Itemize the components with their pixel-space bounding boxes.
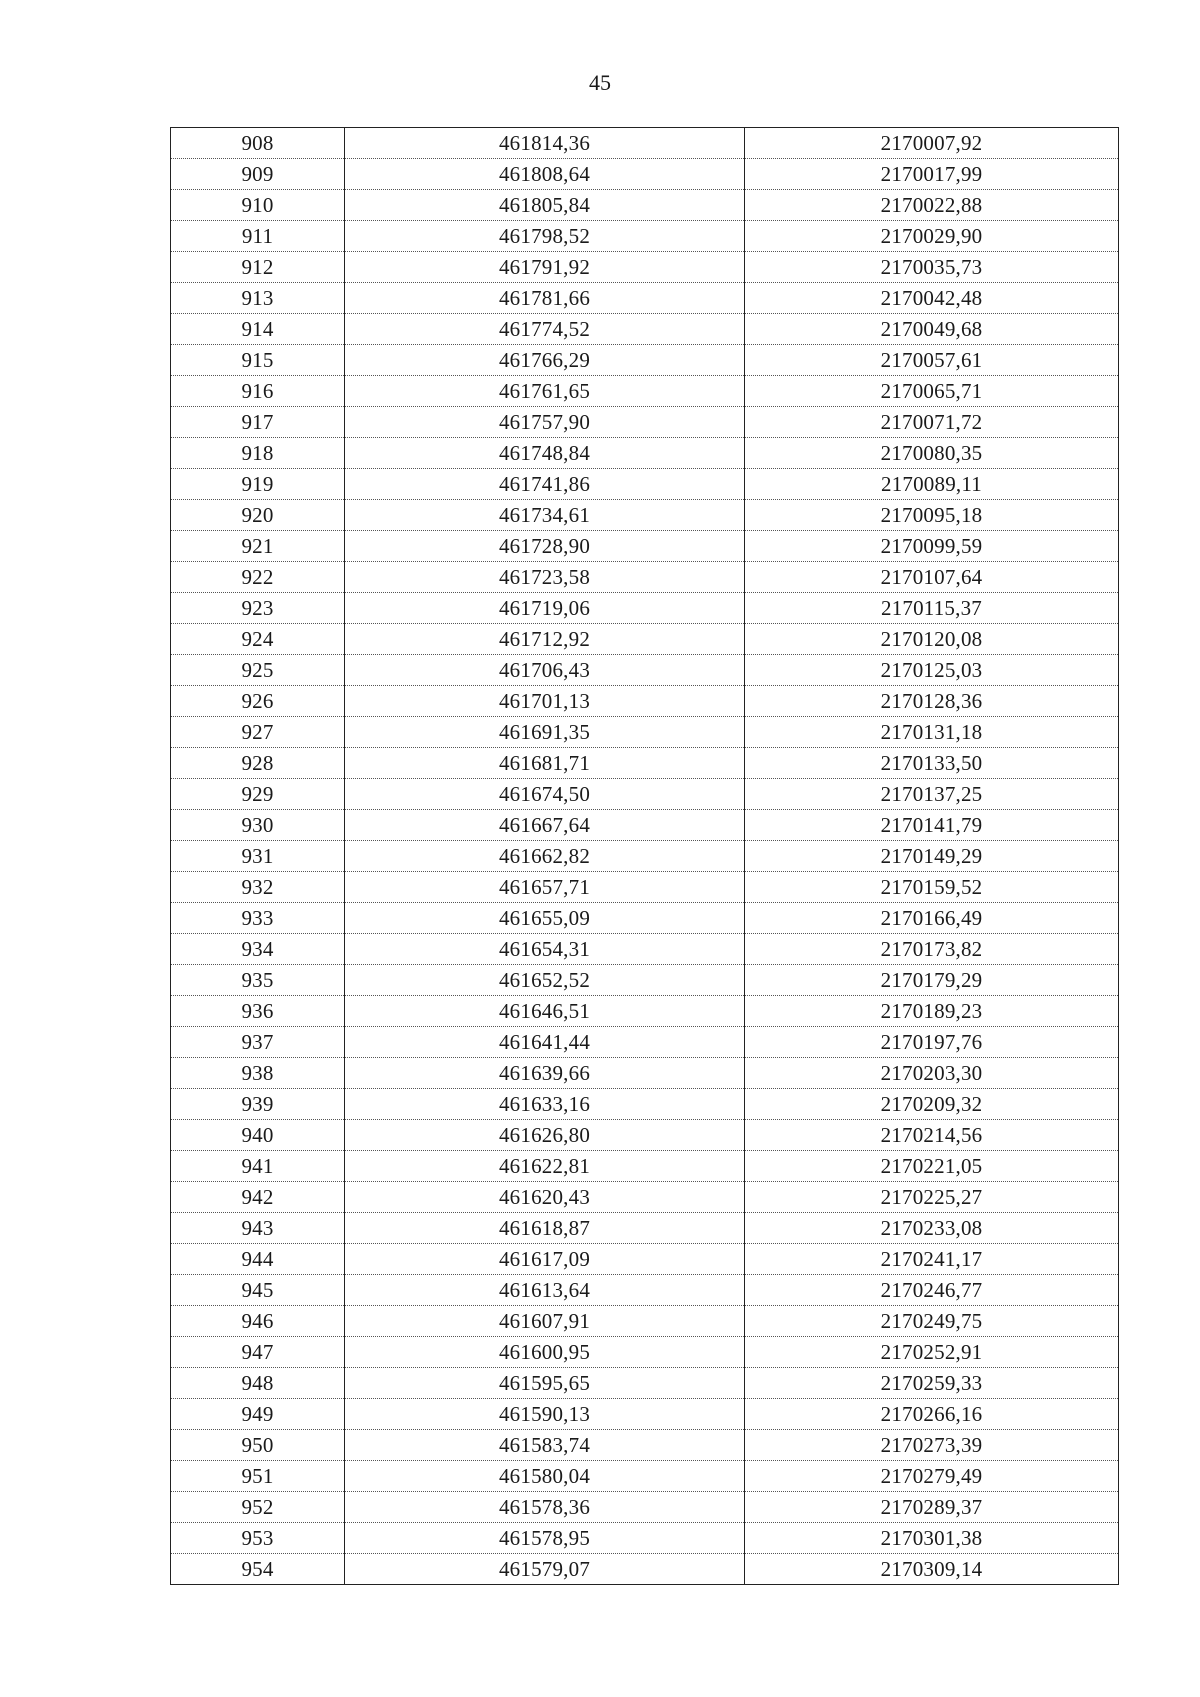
table-row	[171, 655, 1119, 686]
point-number-cell: 943	[171, 1213, 345, 1244]
y-coordinate-cell: 2170149,29	[745, 841, 1119, 872]
point-number-cell: 938	[171, 1058, 345, 1089]
y-coordinate-cell: 2170197,76	[745, 1027, 1119, 1058]
x-coordinate-cell: 461590,13	[345, 1399, 745, 1430]
x-coordinate-cell: 461633,16	[345, 1089, 745, 1120]
x-coordinate-cell: 461662,82	[345, 841, 745, 872]
table-row	[171, 810, 1119, 841]
y-coordinate-cell: 2170301,38	[745, 1523, 1119, 1554]
y-coordinate-cell: 2170107,64	[745, 562, 1119, 593]
y-coordinate-cell: 2170125,03	[745, 655, 1119, 686]
y-coordinate-cell: 2170141,79	[745, 810, 1119, 841]
table-row	[171, 159, 1119, 190]
point-number-cell: 951	[171, 1461, 345, 1492]
x-coordinate-cell: 461655,09	[345, 903, 745, 934]
point-number-cell: 935	[171, 965, 345, 996]
y-coordinate-cell: 2170042,48	[745, 283, 1119, 314]
table-row	[171, 1337, 1119, 1368]
table-row	[171, 1492, 1119, 1523]
y-coordinate-cell: 2170259,33	[745, 1368, 1119, 1399]
y-coordinate-cell: 2170131,18	[745, 717, 1119, 748]
y-coordinate-cell: 2170279,49	[745, 1461, 1119, 1492]
x-coordinate-cell: 461741,86	[345, 469, 745, 500]
table-row	[171, 903, 1119, 934]
y-coordinate-cell: 2170252,91	[745, 1337, 1119, 1368]
point-number-cell: 910	[171, 190, 345, 221]
x-coordinate-cell: 461706,43	[345, 655, 745, 686]
point-number-cell: 946	[171, 1306, 345, 1337]
point-number-cell: 913	[171, 283, 345, 314]
table-row	[171, 748, 1119, 779]
x-coordinate-cell: 461580,04	[345, 1461, 745, 1492]
point-number-cell: 952	[171, 1492, 345, 1523]
point-number-cell: 908	[171, 128, 345, 159]
point-number-cell: 953	[171, 1523, 345, 1554]
y-coordinate-cell: 2170057,61	[745, 345, 1119, 376]
table-row	[171, 1523, 1119, 1554]
point-number-cell: 911	[171, 221, 345, 252]
x-coordinate-cell: 461652,52	[345, 965, 745, 996]
point-number-cell: 933	[171, 903, 345, 934]
table-row	[171, 531, 1119, 562]
point-number-cell: 921	[171, 531, 345, 562]
y-coordinate-cell: 2170133,50	[745, 748, 1119, 779]
x-coordinate-cell: 461626,80	[345, 1120, 745, 1151]
y-coordinate-cell: 2170214,56	[745, 1120, 1119, 1151]
table-row	[171, 1120, 1119, 1151]
x-coordinate-cell: 461734,61	[345, 500, 745, 531]
y-coordinate-cell: 2170128,36	[745, 686, 1119, 717]
y-coordinate-cell: 2170007,92	[745, 128, 1119, 159]
y-coordinate-cell: 2170246,77	[745, 1275, 1119, 1306]
point-number-cell: 922	[171, 562, 345, 593]
y-coordinate-cell: 2170017,99	[745, 159, 1119, 190]
y-coordinate-cell: 2170289,37	[745, 1492, 1119, 1523]
x-coordinate-cell: 461654,31	[345, 934, 745, 965]
y-coordinate-cell: 2170203,30	[745, 1058, 1119, 1089]
x-coordinate-cell: 461691,35	[345, 717, 745, 748]
x-coordinate-cell: 461617,09	[345, 1244, 745, 1275]
y-coordinate-cell: 2170022,88	[745, 190, 1119, 221]
point-number-cell: 923	[171, 593, 345, 624]
x-coordinate-cell: 461723,58	[345, 562, 745, 593]
table-row	[171, 1275, 1119, 1306]
y-coordinate-cell: 2170273,39	[745, 1430, 1119, 1461]
table-row	[171, 1182, 1119, 1213]
y-coordinate-cell: 2170095,18	[745, 500, 1119, 531]
y-coordinate-cell: 2170179,29	[745, 965, 1119, 996]
point-number-cell: 947	[171, 1337, 345, 1368]
point-number-cell: 914	[171, 314, 345, 345]
point-number-cell: 945	[171, 1275, 345, 1306]
table-row	[171, 779, 1119, 810]
x-coordinate-cell: 461613,64	[345, 1275, 745, 1306]
point-number-cell: 916	[171, 376, 345, 407]
y-coordinate-cell: 2170099,59	[745, 531, 1119, 562]
x-coordinate-cell: 461622,81	[345, 1151, 745, 1182]
table-row	[171, 314, 1119, 345]
x-coordinate-cell: 461719,06	[345, 593, 745, 624]
x-coordinate-cell: 461781,66	[345, 283, 745, 314]
point-number-cell: 940	[171, 1120, 345, 1151]
x-coordinate-cell: 461791,92	[345, 252, 745, 283]
y-coordinate-cell: 2170209,32	[745, 1089, 1119, 1120]
x-coordinate-cell: 461657,71	[345, 872, 745, 903]
table-row	[171, 593, 1119, 624]
table-row	[171, 283, 1119, 314]
x-coordinate-cell: 461607,91	[345, 1306, 745, 1337]
point-number-cell: 912	[171, 252, 345, 283]
x-coordinate-cell: 461701,13	[345, 686, 745, 717]
table-row	[171, 1244, 1119, 1275]
x-coordinate-cell: 461681,71	[345, 748, 745, 779]
point-number-cell: 948	[171, 1368, 345, 1399]
x-coordinate-cell: 461595,65	[345, 1368, 745, 1399]
point-number-cell: 917	[171, 407, 345, 438]
x-coordinate-cell: 461639,66	[345, 1058, 745, 1089]
x-coordinate-cell: 461728,90	[345, 531, 745, 562]
x-coordinate-cell: 461583,74	[345, 1430, 745, 1461]
table-row	[171, 1368, 1119, 1399]
page-number: 45	[589, 70, 611, 95]
table-row	[171, 934, 1119, 965]
x-coordinate-cell: 461578,36	[345, 1492, 745, 1523]
point-number-cell: 950	[171, 1430, 345, 1461]
x-coordinate-cell: 461674,50	[345, 779, 745, 810]
y-coordinate-cell: 2170189,23	[745, 996, 1119, 1027]
table-row	[171, 1058, 1119, 1089]
x-coordinate-cell: 461774,52	[345, 314, 745, 345]
y-coordinate-cell: 2170241,17	[745, 1244, 1119, 1275]
table-row	[171, 965, 1119, 996]
x-coordinate-cell: 461712,92	[345, 624, 745, 655]
point-number-cell: 954	[171, 1554, 345, 1585]
table-row	[171, 686, 1119, 717]
x-coordinate-cell: 461618,87	[345, 1213, 745, 1244]
table-row	[171, 562, 1119, 593]
table-row	[171, 252, 1119, 283]
x-coordinate-cell: 461578,95	[345, 1523, 745, 1554]
y-coordinate-cell: 2170221,05	[745, 1151, 1119, 1182]
table-row	[171, 624, 1119, 655]
y-coordinate-cell: 2170159,52	[745, 872, 1119, 903]
x-coordinate-cell: 461808,64	[345, 159, 745, 190]
table-row	[171, 469, 1119, 500]
point-number-cell: 926	[171, 686, 345, 717]
table-row	[171, 1151, 1119, 1182]
point-number-cell: 949	[171, 1399, 345, 1430]
table-row	[171, 1399, 1119, 1430]
point-number-cell: 937	[171, 1027, 345, 1058]
table-row	[171, 1461, 1119, 1492]
coordinates-table	[170, 127, 1119, 1585]
table-row	[171, 1554, 1119, 1585]
table-row	[171, 1027, 1119, 1058]
y-coordinate-cell: 2170071,72	[745, 407, 1119, 438]
y-coordinate-cell: 2170233,08	[745, 1213, 1119, 1244]
point-number-cell: 927	[171, 717, 345, 748]
x-coordinate-cell: 461798,52	[345, 221, 745, 252]
table-row	[171, 872, 1119, 903]
y-coordinate-cell: 2170049,68	[745, 314, 1119, 345]
y-coordinate-cell: 2170249,75	[745, 1306, 1119, 1337]
point-number-cell: 909	[171, 159, 345, 190]
point-number-cell: 920	[171, 500, 345, 531]
point-number-cell: 941	[171, 1151, 345, 1182]
y-coordinate-cell: 2170137,25	[745, 779, 1119, 810]
y-coordinate-cell: 2170120,08	[745, 624, 1119, 655]
table-row	[171, 345, 1119, 376]
point-number-cell: 929	[171, 779, 345, 810]
point-number-cell: 918	[171, 438, 345, 469]
x-coordinate-cell: 461761,65	[345, 376, 745, 407]
table-row	[171, 190, 1119, 221]
point-number-cell: 932	[171, 872, 345, 903]
point-number-cell: 925	[171, 655, 345, 686]
y-coordinate-cell: 2170225,27	[745, 1182, 1119, 1213]
table-row	[171, 717, 1119, 748]
y-coordinate-cell: 2170115,37	[745, 593, 1119, 624]
point-number-cell: 924	[171, 624, 345, 655]
coordinates-table-body	[171, 128, 1119, 1585]
table-row	[171, 996, 1119, 1027]
x-coordinate-cell: 461646,51	[345, 996, 745, 1027]
y-coordinate-cell: 2170035,73	[745, 252, 1119, 283]
table-row	[171, 1430, 1119, 1461]
y-coordinate-cell: 2170080,35	[745, 438, 1119, 469]
y-coordinate-cell: 2170089,11	[745, 469, 1119, 500]
y-coordinate-cell: 2170173,82	[745, 934, 1119, 965]
y-coordinate-cell: 2170065,71	[745, 376, 1119, 407]
point-number-cell: 915	[171, 345, 345, 376]
table-row	[171, 221, 1119, 252]
table-row	[171, 407, 1119, 438]
point-number-cell: 936	[171, 996, 345, 1027]
point-number-cell: 930	[171, 810, 345, 841]
table-row	[171, 376, 1119, 407]
x-coordinate-cell: 461600,95	[345, 1337, 745, 1368]
table-row	[171, 1089, 1119, 1120]
y-coordinate-cell: 2170309,14	[745, 1554, 1119, 1585]
x-coordinate-cell: 461805,84	[345, 190, 745, 221]
point-number-cell: 942	[171, 1182, 345, 1213]
table-row	[171, 1306, 1119, 1337]
table-row	[171, 841, 1119, 872]
x-coordinate-cell: 461667,64	[345, 810, 745, 841]
x-coordinate-cell: 461757,90	[345, 407, 745, 438]
y-coordinate-cell: 2170166,49	[745, 903, 1119, 934]
point-number-cell: 919	[171, 469, 345, 500]
table-row	[171, 500, 1119, 531]
x-coordinate-cell: 461748,84	[345, 438, 745, 469]
x-coordinate-cell: 461814,36	[345, 128, 745, 159]
y-coordinate-cell: 2170029,90	[745, 221, 1119, 252]
x-coordinate-cell: 461620,43	[345, 1182, 745, 1213]
table-row	[171, 128, 1119, 159]
point-number-cell: 944	[171, 1244, 345, 1275]
point-number-cell: 934	[171, 934, 345, 965]
x-coordinate-cell: 461641,44	[345, 1027, 745, 1058]
table-row	[171, 438, 1119, 469]
x-coordinate-cell: 461579,07	[345, 1554, 745, 1585]
point-number-cell: 931	[171, 841, 345, 872]
y-coordinate-cell: 2170266,16	[745, 1399, 1119, 1430]
x-coordinate-cell: 461766,29	[345, 345, 745, 376]
point-number-cell: 928	[171, 748, 345, 779]
point-number-cell: 939	[171, 1089, 345, 1120]
table-row	[171, 1213, 1119, 1244]
